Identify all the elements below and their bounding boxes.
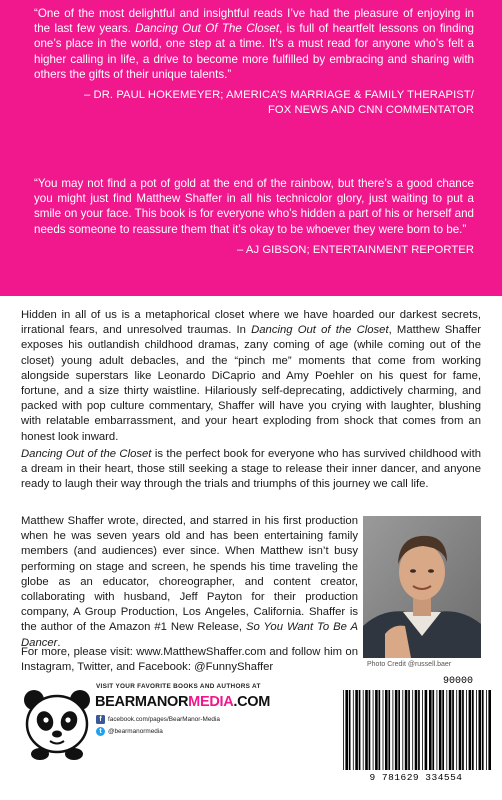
testimonial-1-attribution: – DR. PAUL HOKEMEYER; AMERICA’S MARRIAGE & FAMILY THERAPIST/ FOX NEWS AND CNN COMMENTATOR (84, 89, 474, 117)
panda-icon (20, 684, 94, 762)
testimonial-1-text: “One of the most delightful and insightful reads I’ve had the pleasure of enjoying in the last few years. Dancing Out Of The Closet, is full of heartfelt lessons on finding one’s place in the world, one step at a time. It’s a must read for anyone who’s felt a higher calling in life, a drive to become more fulfilled by embracing and sharing with others the gifts of their unique talents.” (34, 7, 475, 81)
testimonial-band (0, 0, 502, 296)
blurb-book-title: Dancing Out of the Closet (251, 324, 389, 337)
facebook-icon: f (96, 715, 105, 724)
bio-book-title: So You Want To Be A Dancer (21, 621, 359, 649)
blurb-paragraph-1: Hidden in all of us is a metaphorical closet where we have hoarded our darkest secrets, irrational fears, and unresolved traumas. In Dancing Out of the Closet, Matthew Shaffer exposes his outlandish childhood dramas, zany coming of age (while coming out of the closet) young adult debacles, and the “pinch me” moments that come from working alongside superstars like Leonardo DiCaprio and Amy Poehler on his quest for fame, fortune, and a size thirty waistline. Hilariously self-deprecating, addictively charming, and packed with pop culture commentary, Shaffer will have you crying with laughter, blushing with relatable embarrassment, and your heart exploding from shock that comes from an honest look inward. (21, 309, 481, 443)
testimonial-1 (34, 6, 474, 118)
testimonial-2-text: “You may not find a pot of gold at the end of the rainbow, but there’s a good chance you might just find Matthew Shaffer in all his technicolor glory, just waiting to put a smile on your face. This book is for everyone who’s hidden a part of his or herself and needs someone to reassure them that it’s okay to be whoever they were born to be.” (34, 177, 474, 236)
testimonial-2-attribution: – AJ GIBSON; ENTERTAINMENT REPORTER (236, 243, 474, 256)
facebook-link: f facebook.com/pages/BearManor-Media (96, 714, 220, 724)
barcode-price-code: 90000 (442, 676, 473, 687)
publisher-name: BEARMANORMEDIA.COM (95, 694, 271, 710)
blurb-book-title-2: Dancing Out of the Closet (21, 448, 152, 460)
author-portrait-image (363, 516, 481, 658)
twitter-link: t @bearmanormedia (96, 726, 163, 736)
publisher-tagline: VISIT YOUR FAVORITE BOOKS AND AUTHORS AT (96, 683, 261, 690)
testimonial-1-book-title: Dancing Out Of The Closet (135, 22, 280, 36)
blurb-paragraph-2: Dancing Out of the Closet is the perfect book for everyone who has survived childhood with a dream in their heart, those still seeking a stage to release their inner dancer, and anyone ready to laugh their way through the trials and triumphs of this journey we call life. (21, 448, 481, 491)
barcode-bars (341, 676, 491, 770)
barcode-isbn-number: 9 781629 334554 (369, 772, 463, 783)
twitter-icon: t (96, 727, 105, 736)
author-photo (363, 516, 481, 658)
author-links: For more, please visit: www.MatthewShaffer.com and follow him on Instagram, Twitter, and Facebook: @FunnyShaffer (21, 646, 358, 674)
photo-credit: Photo Credit @russell.baer (367, 661, 452, 668)
testimonial-2 (34, 176, 474, 258)
author-bio: Matthew Shaffer wrote, directed, and starred in his first production when he was seven years old and has been entertaining family members (and audiences) ever since. When Matthew isn’t busy performing on stage and screen, he spends his time traveling the globe as an educator, choreographer, and content creator, collaborating with husband, Jeff Payton for their production company, A Group Production, Los Angeles, California. Shaffer is the author of the Amazon #1 New Release, So You Want To Be A Dancer. (21, 515, 359, 649)
isbn-barcode (341, 676, 491, 788)
